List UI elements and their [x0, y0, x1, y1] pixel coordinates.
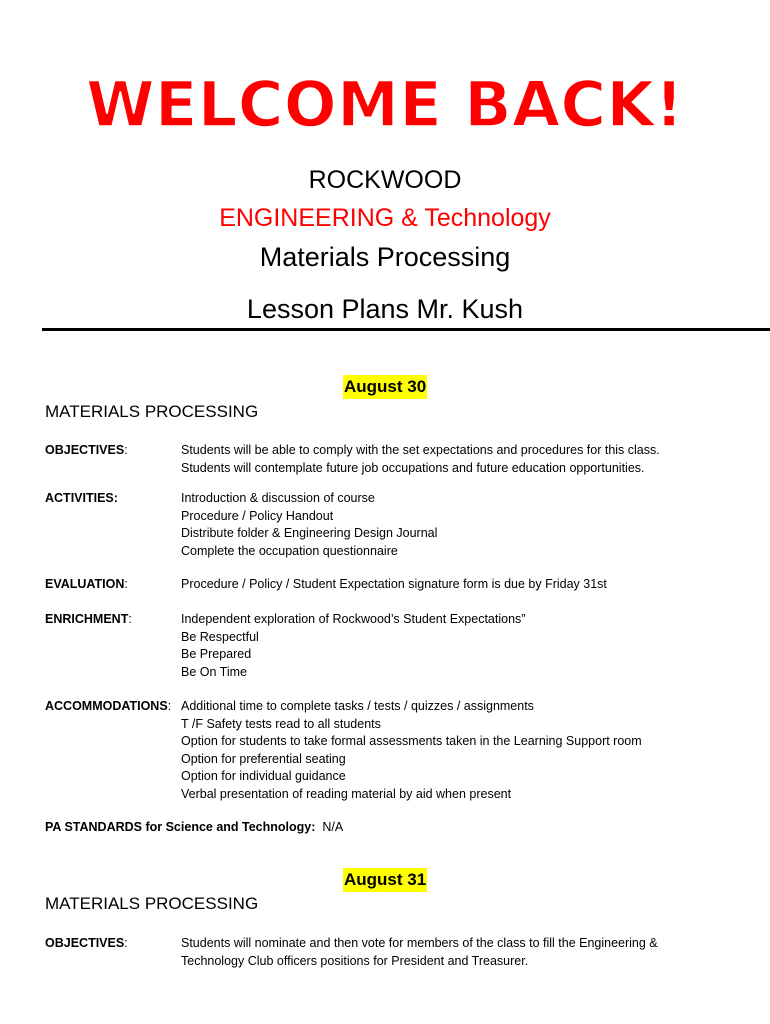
accommodation-line: Option for individual guidance	[181, 769, 346, 783]
lesson-plans-title: Lesson Plans Mr. Kush	[246, 294, 524, 324]
date-august-30: August 30	[343, 375, 427, 399]
course-name: Materials Processing	[259, 242, 511, 272]
accommodation-line: Option for preferential seating	[181, 751, 346, 766]
section-title-day1: MATERIALS PROCESSING	[45, 402, 259, 421]
enrichment-text	[181, 611, 770, 681]
pa-standards-line	[45, 819, 343, 837]
activities-label: ACTIVITIES:	[45, 491, 118, 505]
activities-text	[181, 490, 770, 560]
objectives-text	[181, 935, 770, 970]
objective-line: Students will nominate and then vote for members of the class to fill the Engineering &	[181, 936, 658, 950]
accommodation-line: Additional time to complete tasks / tests / quizzes / assignments	[181, 699, 534, 713]
enrichment-line: Be On Time	[181, 664, 247, 679]
section-title-day2: MATERIALS PROCESSING	[45, 894, 259, 913]
pa-standards-value: N/A	[322, 820, 344, 834]
enrichment-line: Be Respectful	[181, 629, 259, 644]
activity-line: Introduction & discussion of course	[181, 491, 375, 505]
welcome-heading: WELCOME BACK!	[86, 68, 684, 141]
objectives-label: OBJECTIVES:	[45, 936, 128, 950]
enrichment-line: Independent exploration of Rockwood’s Student Expectations”	[181, 612, 526, 626]
school-name: ROCKWOOD	[308, 166, 462, 194]
header-divider	[42, 328, 770, 331]
enrichment-label: ENRICHMENT:	[45, 612, 132, 626]
enrichment-line: Be Prepared	[181, 647, 252, 661]
objective-line: Technology Club officers positions for President and Treasurer.	[181, 953, 529, 968]
evaluation-line: Procedure / Policy / Student Expectation signature form is due by Friday 31st	[181, 577, 607, 591]
date-august-31: August 31	[343, 868, 427, 892]
objectives-text	[181, 442, 770, 477]
objective-line: Students will contemplate future job occupations and future education opportunities.	[181, 460, 645, 475]
activity-line: Complete the occupation questionnaire	[181, 543, 398, 558]
evaluation-label: EVALUATION:	[45, 577, 128, 591]
accommodations-label: ACCOMMODATIONS:	[45, 699, 172, 713]
objectives-label: OBJECTIVES:	[45, 443, 128, 457]
accommodation-line: T /F Safety tests read to all students	[181, 716, 381, 731]
pa-standards-label: PA STANDARDS for Science and Technology:	[45, 820, 316, 834]
accommodations-text	[181, 698, 770, 803]
objective-line: Students will be able to comply with the set expectations and procedures for this class.	[181, 443, 660, 457]
evaluation-text	[181, 576, 770, 594]
activity-line: Procedure / Policy Handout	[181, 508, 334, 523]
department-name: ENGINEERING & Technology	[219, 204, 551, 232]
activity-line: Distribute folder & Engineering Design Journal	[181, 526, 438, 540]
accommodation-line: Verbal presentation of reading material by aid when present	[181, 786, 512, 801]
accommodation-line: Option for students to take formal assessments taken in the Learning Support room	[181, 734, 642, 748]
